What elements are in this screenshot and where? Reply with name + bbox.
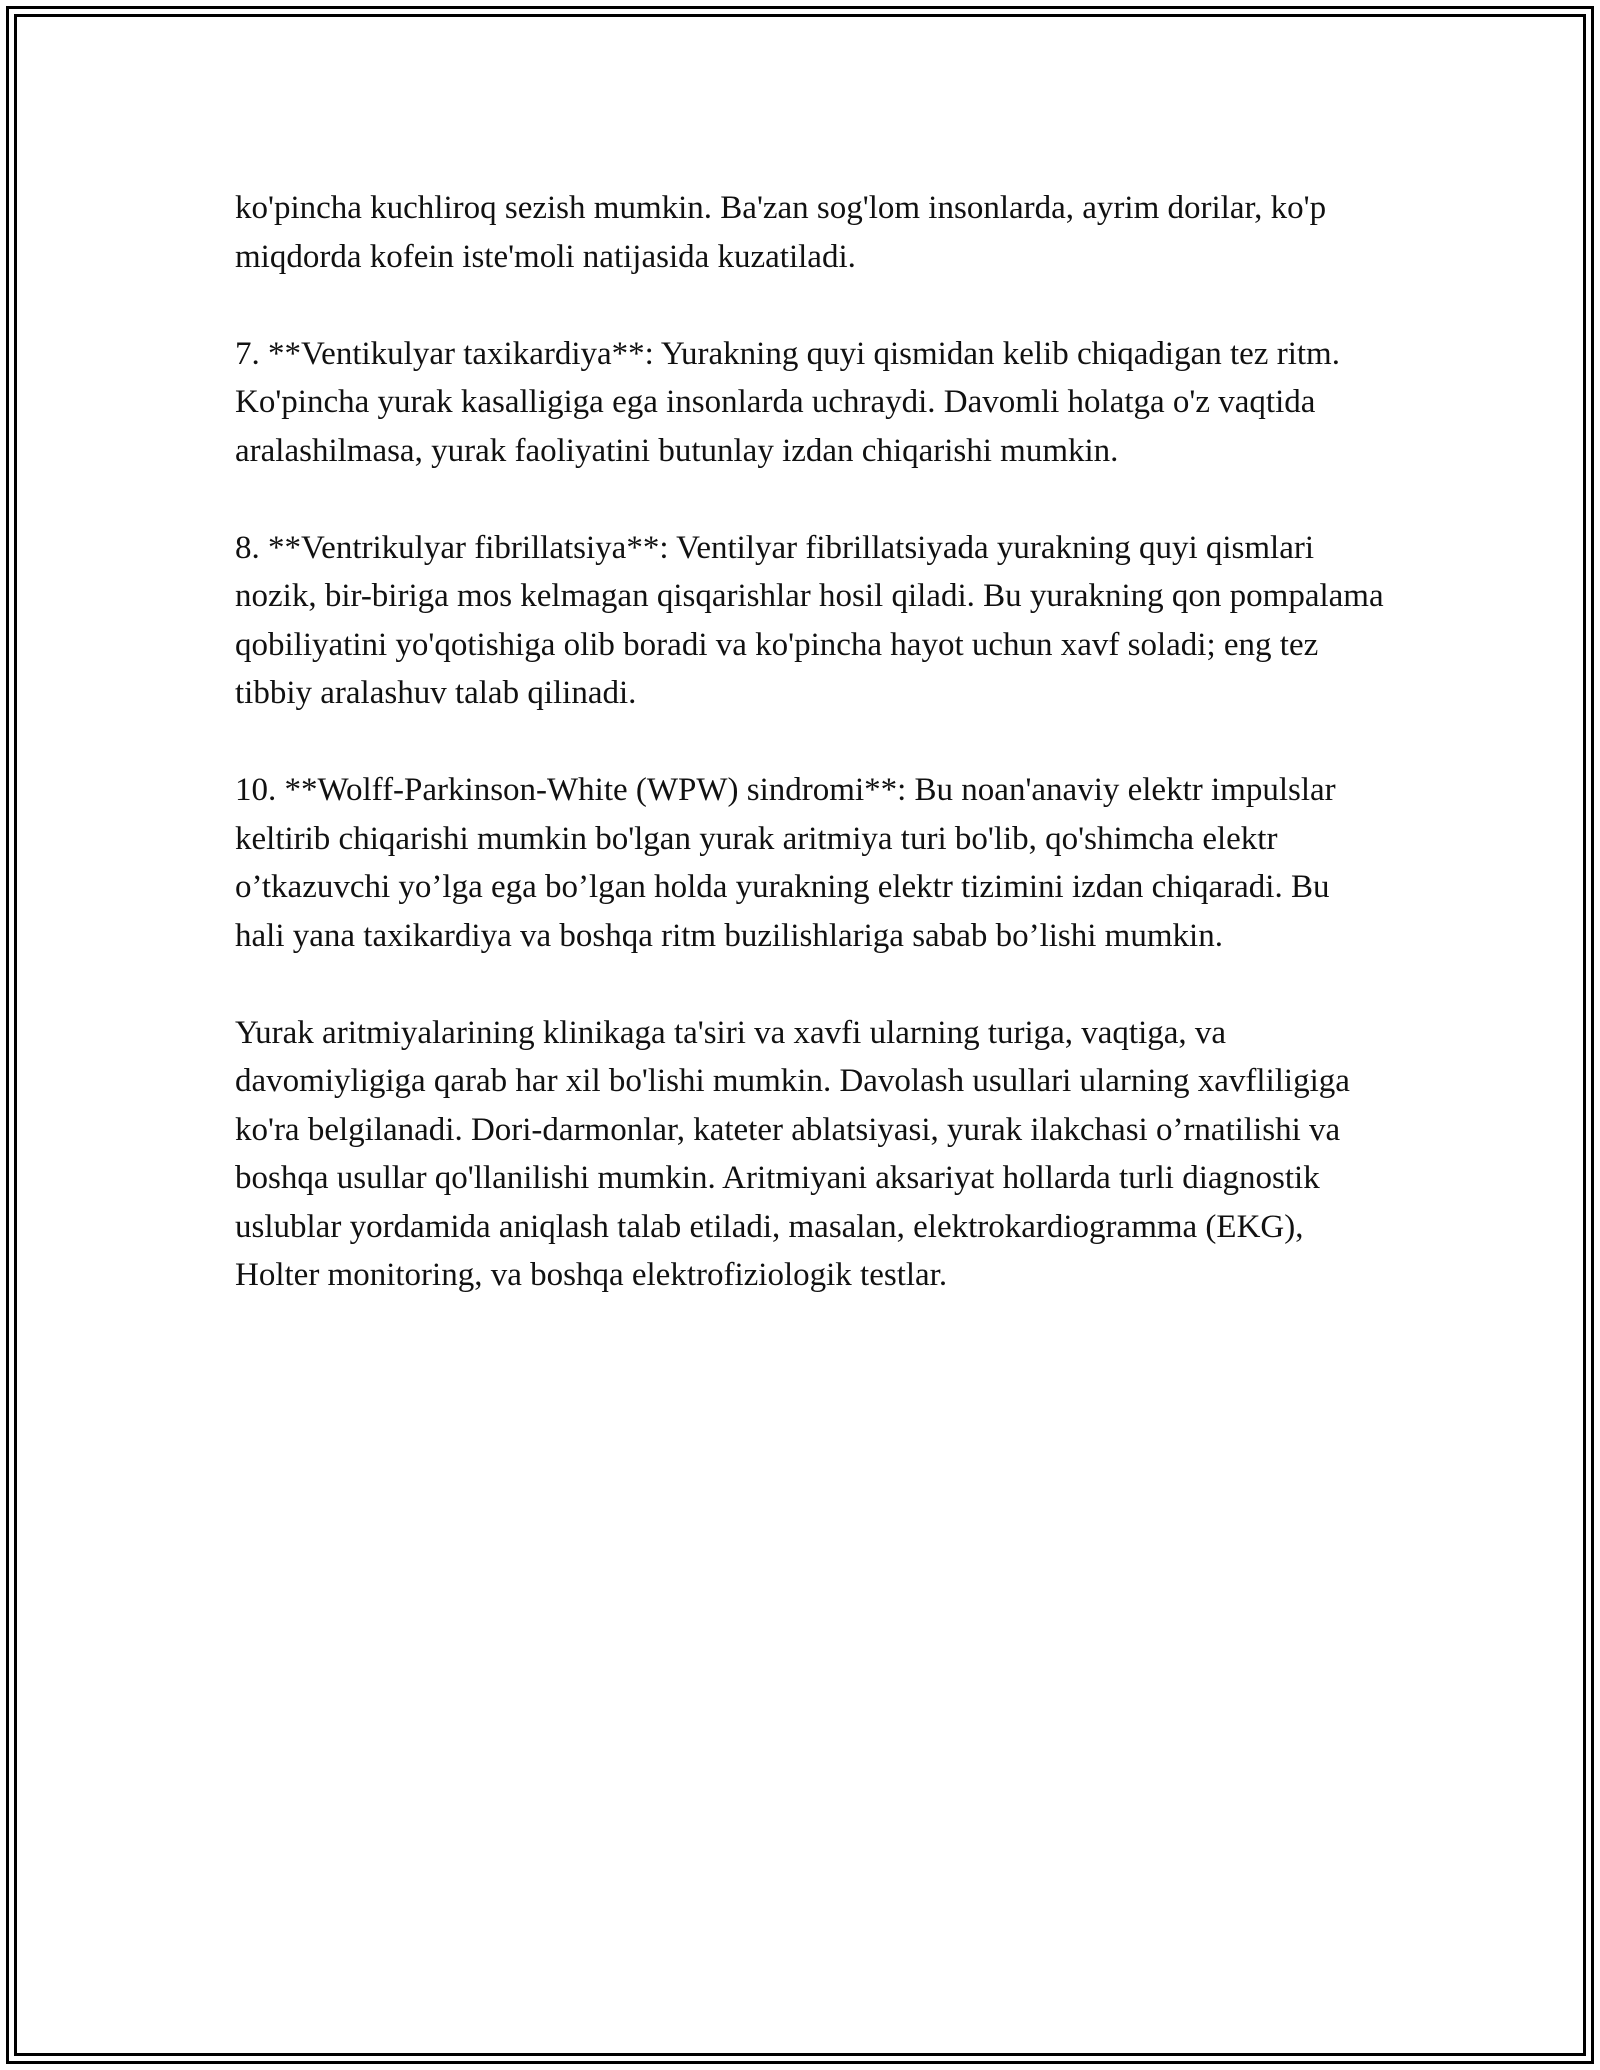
paragraph-wpw-syndrome: 10. **Wolff-Parkinson-White (WPW) sindromi**: Bu noan'anaviy elektr impulslar keltirib chiqarishi mumkin bo'lgan yurak aritmiya turi bo'lib, qo'shimcha elektr o’tkazuvchi yo’lga ega bo’lgan holda yurakning elektr tizimini izdan chiqaradi. Bu hali yana taxikardiya va boshqa ritm buzilishlariga sabab bo’lishi mumkin.	[235, 772, 1336, 954]
document-body	[235, 184, 1385, 1348]
paragraph-ventricular-tachycardia: 7. **Ventikulyar taxikardiya**: Yurakning quyi qismidan kelib chiqadigan tez ritm. Ko'pincha yurak kasalligiga ega insonlarda uchraydi. Davomli holatga o'z vaqtida aralashilmasa, yurak faoliyatini butunlay izdan chiqarishi mumkin.	[235, 335, 1340, 469]
paragraph-ventricular-fibrillation: 8. **Ventrikulyar fibrillatsiya**: Ventilyar fibrillatsiyada yurakning quyi qismlari nozik, bir-biriga mos kelmagan qisqarishlar hosil qiladi. Bu yurakning qon pompalama qobiliyatini yo'qotishiga olib boradi va ko'pincha hayot uchun xavf soladi; eng tez tibbiy aralashuv talab qilinadi.	[235, 529, 1384, 711]
paragraph-conclusion: Yurak aritmiyalarining klinikaga ta'siri va xavfi ularning turiga, vaqtiga, va davomiyligiga qarab har xil bo'lishi mumkin. Davolash usullari ularning xavfliligiga ko'ra belgilanadi. Dori-darmonlar, kateter ablatsiyasi, yurak ilakchasi o’rnatilishi va boshqa usullar qo'llanilishi mumkin. Aritmiyani aksariyat hollarda turli diagnostik uslublar yordamida aniqlash talab etiladi, masalan, elektrokardiogramma (EKG), Holter monitoring, va boshqa elektrofiziologik testlar.	[235, 1014, 1350, 1293]
paragraph-continuation: ko'pincha kuchliroq sezish mumkin. Ba'zan sog'lom insonlarda, ayrim dorilar, ko'p miqdorda kofein iste'moli natijasida kuzatiladi.	[235, 190, 1327, 275]
